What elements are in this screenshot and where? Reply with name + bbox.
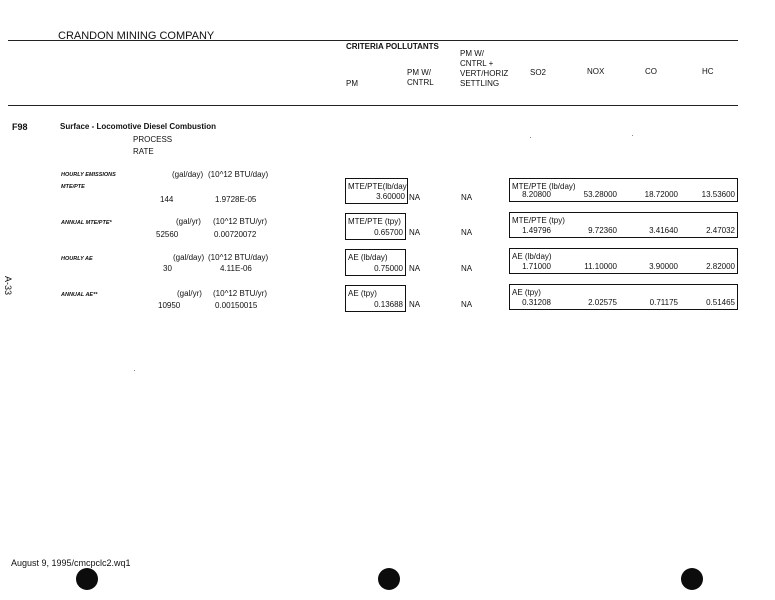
na-value: NA <box>409 193 421 202</box>
row-label: ANNUAL AE** <box>61 292 98 298</box>
row-value: 4.11E-06 <box>220 264 252 273</box>
hc-value: 2.47032 <box>706 226 735 235</box>
footer-date-file: August 9, 1995/cmcpclc2.wq1 <box>11 558 131 568</box>
na-value: NA <box>409 300 421 309</box>
nox-value: 9.72360 <box>588 226 617 235</box>
col-co: CO <box>645 67 657 76</box>
section-title: Surface - Locomotive Diesel Combustion <box>60 122 217 131</box>
gas-box-title: AE (tpy) <box>512 288 541 297</box>
row-unit: (10^12 BTU/day) <box>208 170 269 179</box>
col-pm: PM <box>346 79 358 88</box>
process-label: PROCESS <box>133 135 173 144</box>
row-unit: (gal/day) <box>172 170 204 179</box>
section-id: F98 <box>12 122 28 132</box>
row-value: 30 <box>163 264 172 273</box>
page-number: A-33 <box>3 276 13 296</box>
co-value: 3.41640 <box>649 226 678 235</box>
row-value: 144 <box>160 195 174 204</box>
row-unit: (gal/day) <box>173 253 205 262</box>
nox-value: 53.28000 <box>583 190 617 199</box>
row-label: ANNUAL MTE/PTE* <box>61 220 112 226</box>
row-unit: (10^12 BTU/yr) <box>213 289 267 298</box>
row-value: 0.00150015 <box>215 301 258 310</box>
pm-box-title: MTE/PTE (tpy) <box>348 217 401 226</box>
hc-value: 2.82000 <box>706 262 735 271</box>
col-nox: NOX <box>587 67 605 76</box>
binder-hole <box>681 568 703 590</box>
na-value: NA <box>461 228 473 237</box>
co-value: 0.71175 <box>649 298 678 307</box>
col-so2: SO2 <box>530 68 547 77</box>
so2-value: 8.20800 <box>522 190 551 199</box>
co-value: 3.90000 <box>649 262 678 271</box>
so2-value: 0.31208 <box>522 298 551 307</box>
criteria-pollutants-heading: CRITERIA POLLUTANTS <box>346 42 439 51</box>
scan-speck <box>632 135 633 136</box>
gas-box-title: MTE/PTE (lb/day) <box>512 182 576 191</box>
col-pm-w-cntrl-2: CNTRL <box>407 78 434 87</box>
gas-box <box>509 212 738 238</box>
row-value: 1.9728E-05 <box>215 195 257 204</box>
pm-box-value: 0.75000 <box>374 264 403 273</box>
hc-value: 0.51465 <box>706 298 735 307</box>
pm-box-value: 3.60000 <box>376 192 405 201</box>
pm-box-title: MTE/PTE(lb/day <box>348 182 407 191</box>
so2-value: 1.71000 <box>522 262 551 271</box>
hc-value: 13.53600 <box>701 190 735 199</box>
pm-box-value: 0.65700 <box>374 228 403 237</box>
pm-box-title: AE (tpy) <box>348 289 377 298</box>
pm-box <box>345 285 406 312</box>
col-hc: HC <box>702 67 714 76</box>
gas-box-title: AE (lb/day) <box>512 252 552 261</box>
binder-hole <box>76 568 98 590</box>
col-settling-1: PM W/ <box>460 49 484 58</box>
nox-value: 11.10000 <box>584 262 617 271</box>
row-unit: (gal/yr) <box>176 217 201 226</box>
na-value: NA <box>409 264 421 273</box>
col-pm-w-cntrl-1: PM W/ <box>407 68 431 77</box>
nox-value: 2.02575 <box>588 298 617 307</box>
na-value: NA <box>461 300 473 309</box>
row-unit: (10^12 BTU/day) <box>208 253 269 262</box>
rate-label: RATE <box>133 147 154 156</box>
gas-box-title: MTE/PTE (tpy) <box>512 216 565 225</box>
row-label: HOURLY AE <box>61 256 93 262</box>
so2-value: 1.49796 <box>522 226 551 235</box>
pm-box-title: AE (lb/day) <box>348 253 388 262</box>
na-value: NA <box>409 228 421 237</box>
binder-hole <box>378 568 400 590</box>
row-label: HOURLY EMISSIONS <box>61 172 116 178</box>
col-settling-2: CNTRL + <box>460 59 494 68</box>
top-rule <box>8 40 738 41</box>
pm-box-value: 0.13688 <box>374 300 403 309</box>
na-value: NA <box>461 264 473 273</box>
row-value: 0.00720072 <box>214 230 257 239</box>
row-value: 52560 <box>156 230 179 239</box>
col-settling-4: SETTLING <box>460 79 500 88</box>
na-value: NA <box>461 193 473 202</box>
scan-speck <box>530 137 531 138</box>
row-value: 10950 <box>158 301 181 310</box>
scan-speck <box>134 370 135 371</box>
gas-box <box>509 248 738 274</box>
row-unit: (gal/yr) <box>177 289 202 298</box>
company-name: CRANDON MINING COMPANY <box>58 30 215 42</box>
co-value: 18.72000 <box>644 190 678 199</box>
gas-box <box>509 178 738 202</box>
gas-box <box>509 284 738 310</box>
pm-box <box>345 213 406 240</box>
col-settling-3: VERT/HORIZ <box>460 69 509 78</box>
header-bottom-rule <box>8 105 738 106</box>
row-sublabel: MTE/PTE <box>61 184 85 190</box>
pm-box <box>345 178 408 204</box>
pm-box <box>345 249 406 276</box>
row-unit: (10^12 BTU/yr) <box>213 217 267 226</box>
